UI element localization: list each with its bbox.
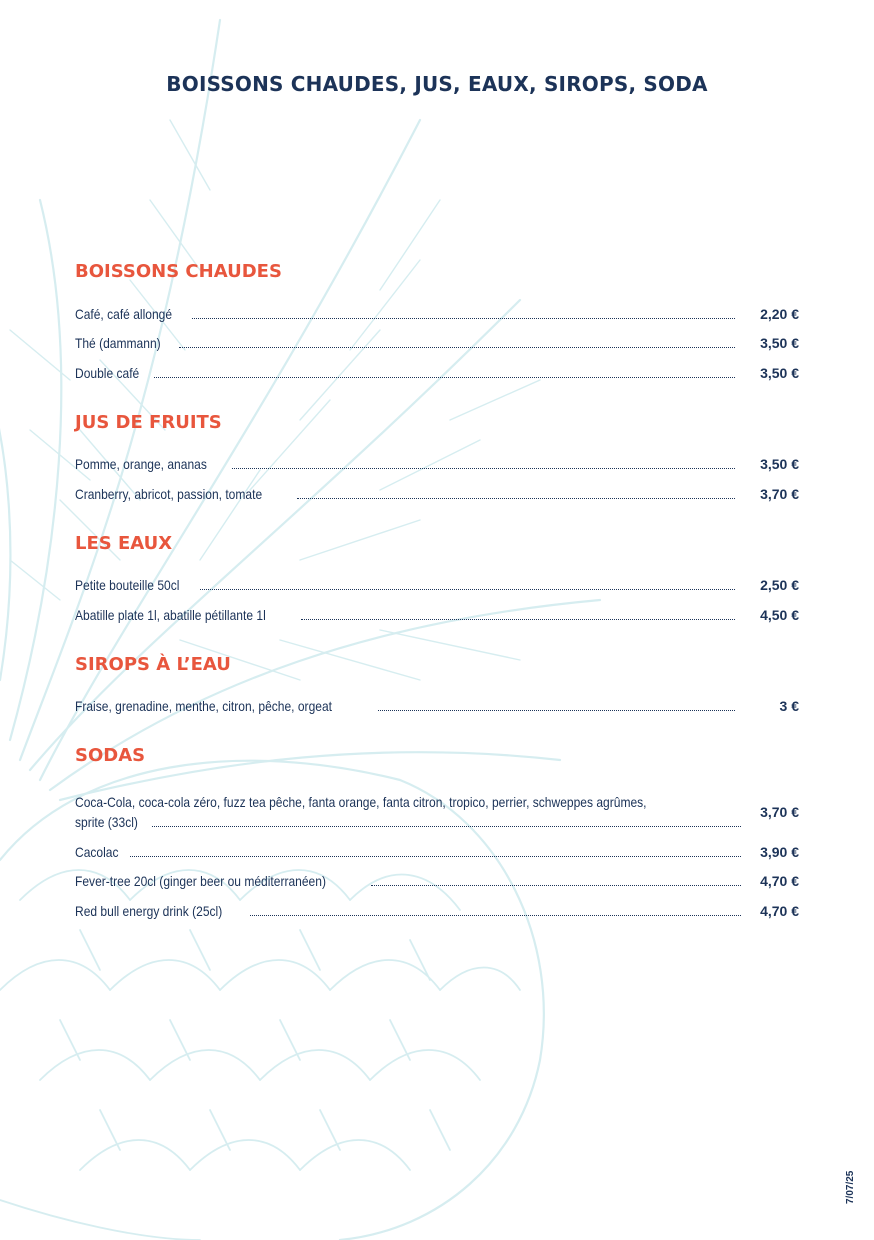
item-price: 2,20 € (760, 305, 799, 322)
print-date: 7/07/25 (845, 1170, 856, 1204)
item-name: Fever-tree 20cl (ginger beer ou méditerranéen) (75, 873, 326, 889)
section-title: BOISSONS CHAUDES (75, 261, 282, 282)
dot-leader (154, 376, 735, 378)
dot-leader (378, 709, 735, 711)
menu-item (75, 778, 799, 832)
section-title: JUS DE FRUITS (75, 411, 222, 433)
item-price: 4,50 € (760, 606, 799, 623)
dot-leader (192, 317, 735, 319)
item-name-line1: Coca-Cola, coca-cola zéro, fuzz tea pêche, fanta orange, fanta citron, tropico, perrier, schweppes agrûmes, (75, 794, 647, 810)
item-name: Red bull energy drink (25cl) (75, 902, 223, 919)
menu-item (75, 294, 799, 324)
menu-item (75, 891, 799, 921)
item-name: Fraise, grenadine, menthe, citron, pêche, orgeat (75, 698, 333, 714)
item-name: Cacolac (75, 843, 119, 860)
section-jus-de-fruits (75, 411, 799, 504)
menu-item (75, 595, 799, 625)
page-title: BOISSONS CHAUDES, JUS, EAUX, SIROPS, SODA (166, 72, 708, 96)
dot-leader (297, 497, 735, 499)
dot-leader (200, 588, 735, 590)
dot-leader (179, 346, 735, 348)
item-price: 3,50 € (760, 364, 799, 381)
dot-leader (371, 884, 741, 886)
section-sirops (75, 653, 799, 717)
item-name-line2: sprite (33cl) (75, 814, 138, 830)
dot-leader (232, 467, 735, 469)
section-title: LES EAUX (75, 532, 173, 554)
item-price: 3 € (779, 698, 799, 714)
section-les-eaux (75, 532, 799, 625)
item-price: 3,70 € (760, 804, 799, 820)
menu-item (75, 474, 799, 504)
item-name: Abatille plate 1l, abatille pétillante 1l (75, 606, 266, 623)
item-price: 3,90 € (760, 843, 799, 860)
dot-leader (250, 914, 741, 916)
dot-leader (130, 855, 741, 857)
item-price: 3,50 € (760, 456, 799, 472)
menu-item (75, 324, 799, 354)
item-name: Café, café allongé (75, 305, 173, 322)
menu-item (75, 566, 799, 596)
menu-item (75, 445, 799, 475)
item-name: Petite bouteille 50cl (75, 577, 180, 593)
menu-item (75, 832, 799, 862)
section-title: SODAS (75, 745, 146, 766)
section-sodas (75, 744, 799, 921)
item-price: 2,50 € (760, 577, 799, 593)
dot-leader (301, 618, 735, 620)
drinks-menu (75, 260, 799, 949)
menu-item (75, 687, 799, 717)
item-name: Pomme, orange, ananas (75, 456, 207, 472)
item-price: 4,70 € (760, 873, 799, 889)
item-price: 3,50 € (760, 335, 799, 351)
item-name: Cranberry, abricot, passion, tomate (75, 485, 263, 502)
dot-leader (152, 825, 741, 827)
item-name: Thé (dammann) (75, 335, 161, 351)
section-title: SIROPS À L’EAU (75, 653, 231, 675)
section-boissons-chaudes (75, 260, 799, 383)
menu-item (75, 353, 799, 383)
item-price: 4,70 € (760, 902, 799, 919)
item-price: 3,70 € (760, 485, 799, 502)
item-name: Double café (75, 364, 140, 381)
menu-item (75, 862, 799, 892)
